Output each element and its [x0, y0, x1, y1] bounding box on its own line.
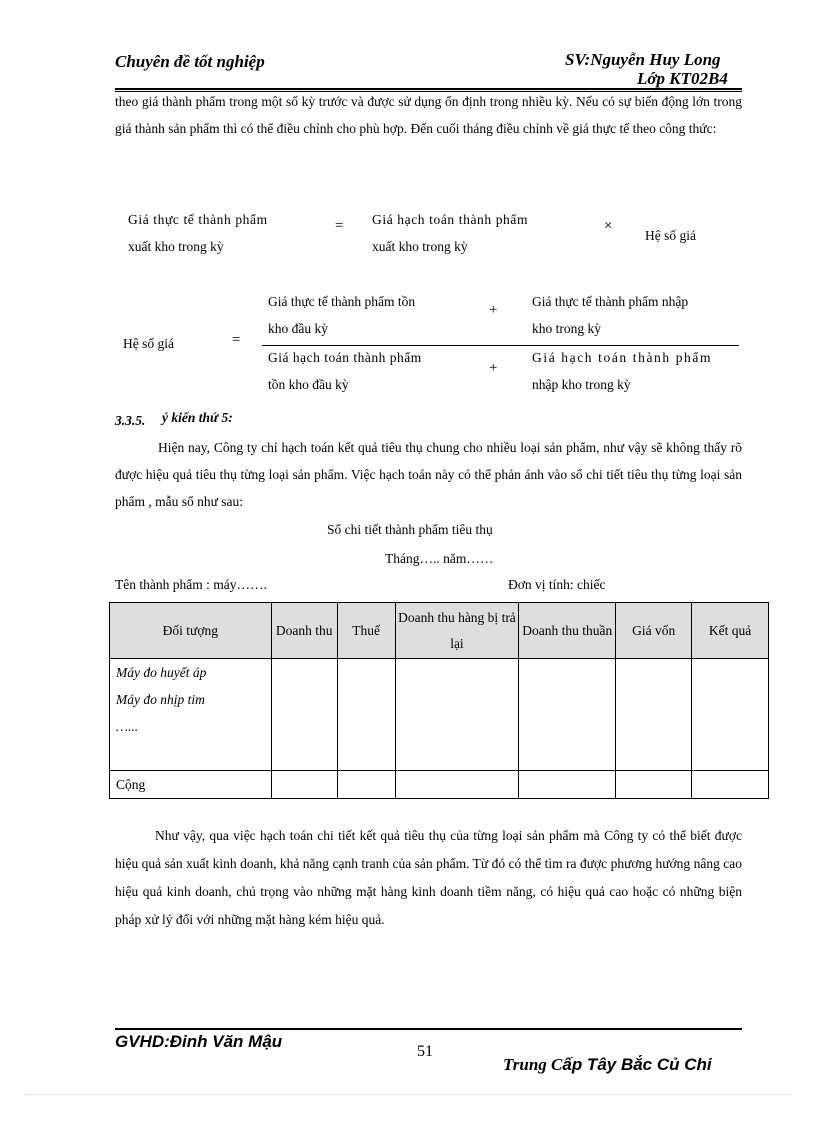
formula1-mid: Giá hạch toán thành phẩm xuất kho trong kỳ — [372, 212, 529, 254]
footer-instructor: GVHD:Đinh Văn Mậu — [115, 1032, 283, 1051]
table-cell — [337, 771, 395, 799]
table-cell — [616, 771, 692, 799]
formula2-num-plus: + — [489, 302, 498, 318]
table-cell — [395, 659, 519, 771]
table-cell — [337, 659, 395, 771]
total-label: Cộng — [110, 771, 272, 799]
header-title: Chuyên đề tốt nghiệp — [115, 52, 265, 71]
formula2-den-plus: + — [489, 360, 498, 376]
page-number: 51 — [417, 1043, 433, 1060]
formula2-lhs: Hệ số giá — [123, 336, 174, 351]
formula1-times: × — [604, 218, 613, 234]
table-cell — [519, 771, 616, 799]
table-cell — [519, 659, 616, 771]
formula2-numerator-a: Giá thực tế thành phẩm tồn kho đầu kỳ — [268, 294, 416, 336]
ledger-unit-label: Đơn vị tính: chiếc — [508, 577, 606, 592]
list-item: Máy đo nhịp tim — [116, 692, 205, 707]
formula2-numerator-b: Giá thực tế thành phẩm nhập kho trong kỳ — [532, 294, 689, 336]
conclusion-paragraph: Như vậy, qua việc hạch toán chi tiết kết quả tiêu thụ của từng loại sản phẩm mà Công ty có thể biết được hiệu quả sản xuất kinh doanh, khả năng cạnh tranh của sản phẩm. Từ đó có thể tìm ra được phương hướng nâng cao hiệu quả kinh doanh, chú trọng vào những mặt hàng kinh doanh tiềm năng, có hiệu quả cao hoặc có những biện pháp xử lý đối với những mặt hàng kém hiệu quả. — [115, 828, 742, 927]
formula2-denominator-a: Giá hạch toán thành phẩm tồn kho đầu kỳ — [268, 350, 422, 392]
footer-school: Trung Cấp Tây Bắc Củ Chi — [503, 1055, 712, 1074]
formula2-equals: = — [232, 332, 241, 348]
formula1-rhs: Hệ số giá — [645, 228, 696, 243]
intro-paragraph: theo giá thành phẩm trong một số kỳ trước và được sử dụng ổn định trong nhiều kỳ. Nếu có sự biến động lớn trong giá thành sản phẩm thì có thể điều chỉnh cho phù hợp. Đến cuối tháng điều chỉnh về giá thực tế theo công thức: — [115, 94, 742, 136]
table-cell — [271, 771, 337, 799]
table-cell — [395, 771, 519, 799]
formula2-denominator-b: Giá hạch toán thành phẩm nhập kho trong kỳ — [532, 350, 713, 392]
student-name: SV:Nguyễn Huy Long — [565, 50, 721, 69]
col-header-doanh-thu: Doanh thu — [271, 603, 337, 659]
header-student — [565, 50, 728, 88]
table-cell — [616, 659, 692, 771]
table-cell — [692, 771, 769, 799]
formula1-equals: = — [335, 218, 344, 234]
footer-rule — [115, 1028, 742, 1030]
col-header-gia-von: Giá vốn — [616, 603, 692, 659]
col-header-doi-tuong: Đối tượng — [110, 603, 272, 659]
col-header-thue: Thuế — [337, 603, 395, 659]
table-cell — [271, 659, 337, 771]
ledger-period: Tháng….. năm…… — [385, 551, 494, 566]
page-edge-dotted — [25, 1094, 791, 1095]
list-item: Máy đo huyết áp — [116, 665, 207, 680]
section-title: ý kiến thứ 5: — [162, 410, 233, 425]
ledger-product-label: Tên thành phẩm : máy……. — [115, 577, 267, 592]
ledger-title: Sổ chi tiết thành phẩm tiêu thụ — [327, 522, 493, 537]
list-item: …... — [116, 719, 139, 734]
ledger-table — [109, 602, 769, 799]
col-header-hang-tra-lai: Doanh thu hàng bị trả lại — [395, 603, 519, 659]
col-header-ket-qua: Kết quả — [692, 603, 769, 659]
formula1-lhs: Giá thực tế thành phẩm xuất kho trong kỳ — [128, 212, 268, 254]
student-class: Lớp KT02B4 — [637, 69, 728, 88]
table-row-items — [110, 659, 272, 771]
col-header-doanh-thu-thuan: Doanh thu thuần — [519, 603, 616, 659]
section-number: 3.3.5. — [115, 413, 146, 428]
table-cell — [692, 659, 769, 771]
section-paragraph: Hiện nay, Công ty chỉ hạch toán kết quả tiêu thụ chung cho nhiều loại sản phẩm, như vậy sẽ không thấy rõ được hiệu quả tiêu thụ từng loại sản phẩm. Việc hạch toán này có thể phản ánh vào sổ chi tiết tiêu thụ từng loại sản phẩm , mẫu sổ như sau: — [115, 440, 742, 509]
